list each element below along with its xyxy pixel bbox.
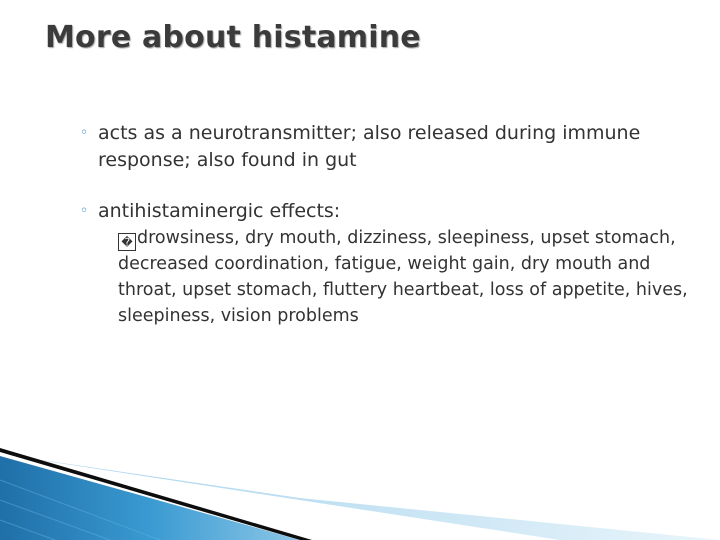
bullet-text: antihistaminergic effects: xyxy=(98,200,341,222)
bullet-text: acts as a neurotransmitter; also released during immune response; also found in gut xyxy=(98,122,641,171)
bullet-item xyxy=(80,120,700,174)
slide-body xyxy=(80,120,700,329)
slide-title: More about histamine xyxy=(45,20,421,55)
bullet-item xyxy=(80,198,700,225)
decorative-swoosh xyxy=(0,440,720,540)
sub-bullet-text: drowsiness, dry mouth, dizziness, sleepiness, upset stomach, decreased coordination, fatigue, weight gain, dry mouth and throat, upset stomach, fluttery heartbeat, loss of appetite, hives, sleepiness, vision problems xyxy=(118,228,688,326)
bullet-marker: ◦ xyxy=(80,125,89,141)
missing-glyph-icon: � xyxy=(118,233,136,251)
swoosh-blue-fill xyxy=(0,456,300,540)
sub-bullet-item xyxy=(118,225,688,329)
bullet-marker: ◦ xyxy=(80,203,89,219)
